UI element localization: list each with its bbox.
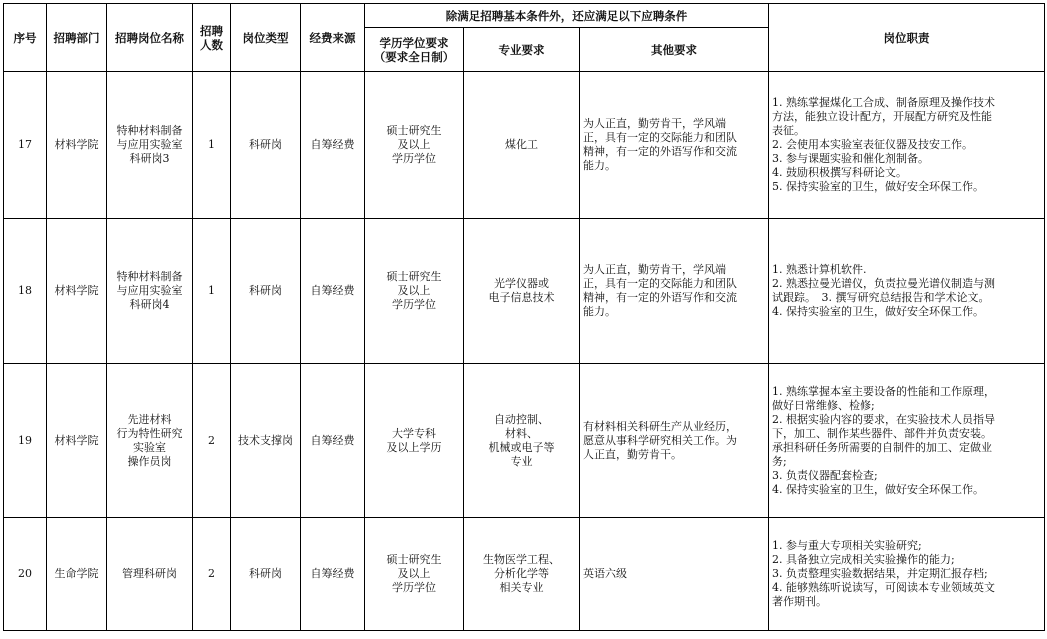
other-line: 为人正直，勤劳肯干，学风端 — [583, 263, 726, 276]
cell-major — [464, 72, 580, 219]
position-name-line: 管理科研岗 — [122, 567, 177, 580]
cell-other — [580, 72, 769, 219]
education-line: 及以上 — [397, 567, 431, 580]
cell-funding: 自筹经费 — [301, 219, 365, 364]
duty-line: 1. 熟练掌握本室主要设备的性能和工作原理， — [772, 384, 995, 398]
table-row — [4, 518, 1045, 631]
cell-count: 1 — [193, 72, 231, 219]
other-line: 英语六级 — [583, 567, 627, 580]
position-name-line: 先进材料 — [127, 412, 172, 426]
duty-line: 下，加工、制作某些器件、部件并负责安装。 — [772, 426, 992, 440]
cell-major — [464, 364, 580, 518]
cell-other — [580, 364, 769, 518]
other-line: 为人正直，勤劳肯干，学风端 — [583, 117, 726, 130]
cell-duty — [769, 518, 1045, 631]
education-line: 及以上 — [397, 284, 431, 297]
education-line: 学历学位 — [392, 581, 436, 594]
cell-position-name — [107, 219, 193, 364]
cell-major — [464, 219, 580, 364]
duty-line: 务; — [772, 454, 787, 468]
position-name-line: 实验室 — [133, 440, 166, 454]
duty-line: 2. 会使用本实验室表征仪器及技安工作。 — [772, 138, 973, 151]
duty-line: 表征。 — [772, 124, 805, 137]
other-line: 正，具有一定的交际能力和团队 — [583, 277, 737, 290]
duty-line: 做好日常维修、检修; — [772, 398, 875, 412]
major-line: 生物医学工程、 — [483, 553, 560, 566]
education-line: 及以上 — [397, 138, 431, 151]
cell-count: 2 — [193, 518, 231, 631]
cell-type: 科研岗 — [231, 72, 301, 219]
table-row — [4, 219, 1045, 364]
cell-education — [365, 72, 464, 219]
other-line: 能力。 — [583, 305, 616, 318]
cell-position-name — [107, 364, 193, 518]
header-funding: 经费来源 — [301, 4, 365, 72]
cell-dept: 材料学院 — [47, 72, 107, 219]
education-line: 学历学位 — [392, 298, 436, 311]
cell-dept: 材料学院 — [47, 364, 107, 518]
cell-duty — [769, 72, 1045, 219]
position-name-line: 行为特性研究 — [116, 426, 183, 440]
major-line: 相关专业 — [499, 581, 544, 594]
cell-education — [365, 219, 464, 364]
cell-count: 1 — [193, 219, 231, 364]
recruitment-table — [3, 3, 1045, 631]
header-major: 专业要求 — [464, 28, 580, 72]
duty-line: 著作期刊。 — [772, 595, 827, 608]
header-duty: 岗位职责 — [769, 4, 1045, 72]
cell-seq: 19 — [4, 364, 47, 518]
education-line: 及以上学历 — [386, 440, 442, 454]
major-line: 煤化工 — [505, 138, 538, 151]
duty-line: 2. 熟悉拉曼光谱仪，负责拉曼光谱仪制造与测 — [772, 277, 995, 290]
cell-seq: 17 — [4, 72, 47, 219]
position-name-line: 科研岗4 — [129, 298, 170, 311]
education-line: 硕士研究生 — [386, 553, 442, 566]
duty-line: 4. 保持实验室的卫生，做好安全环保工作。 — [772, 305, 984, 318]
cell-funding: 自筹经费 — [301, 72, 365, 219]
position-name-line: 操作员岗 — [127, 454, 172, 468]
cell-seq: 20 — [4, 518, 47, 631]
duty-line: 4. 能够熟练听说读写，可阅读本专业领域英文 — [772, 581, 995, 594]
major-line: 电子信息技术 — [488, 291, 555, 304]
cell-type: 技术支撑岗 — [231, 364, 301, 518]
cell-duty — [769, 219, 1045, 364]
cell-position-name — [107, 72, 193, 219]
cell-dept: 材料学院 — [47, 219, 107, 364]
major-line: 光学仪器或 — [494, 277, 549, 290]
cell-major — [464, 518, 580, 631]
education-line: 硕士研究生 — [386, 124, 442, 137]
duty-line: 5. 保持实验室的卫生，做好安全环保工作。 — [772, 180, 984, 193]
other-line: 愿意从事科学研究相关工作。为 — [583, 433, 737, 447]
header-seq: 序号 — [4, 4, 47, 72]
other-line: 精神，有一定的外语写作和交流 — [583, 145, 737, 158]
other-line: 人正直，勤劳肯干。 — [583, 447, 682, 461]
position-name-line: 特种材料制备 — [116, 270, 183, 283]
duty-line: 1. 熟悉计算机软件. — [772, 263, 867, 276]
major-line: 分析化学等 — [494, 567, 549, 580]
duty-line: 4. 鼓励积极撰写科研论文。 — [772, 166, 907, 179]
duty-line: 3. 负责仪器配套检查; — [772, 468, 878, 482]
other-line: 有材料相关科研生产从业经历， — [583, 419, 737, 433]
position-name-line: 与应用实验室 — [116, 284, 183, 297]
duty-line: 2. 根据实验内容的要求，在实验技术人员指导 — [772, 412, 995, 426]
cell-other — [580, 219, 769, 364]
education-line: 硕士研究生 — [386, 270, 442, 283]
cell-education — [365, 364, 464, 518]
header-count: 招聘 人数 — [193, 4, 231, 72]
cell-other — [580, 518, 769, 631]
duty-line: 试跟踪。 3. 撰写研究总结报告和学术论文。 — [772, 291, 990, 304]
major-line: 专业 — [510, 454, 533, 468]
duty-line: 2. 具备独立完成相关实验操作的能力; — [772, 553, 955, 566]
cell-funding: 自筹经费 — [301, 364, 365, 518]
cell-funding: 自筹经费 — [301, 518, 365, 631]
cell-dept: 生命学院 — [47, 518, 107, 631]
cell-type: 科研岗 — [231, 518, 301, 631]
cell-count: 2 — [193, 364, 231, 518]
other-line: 能力。 — [583, 159, 616, 172]
header-dept: 招聘部门 — [47, 4, 107, 72]
header-education: 学历学位要求 （要求全日制） — [365, 28, 464, 72]
cell-duty — [769, 364, 1045, 518]
header-other: 其他要求 — [580, 28, 769, 72]
header-type: 岗位类型 — [231, 4, 301, 72]
header-condition-group: 除满足招聘基本条件外，还应满足以下应聘条件 — [365, 4, 769, 28]
cell-position-name — [107, 518, 193, 631]
other-line: 正，具有一定的交际能力和团队 — [583, 131, 737, 144]
duty-line: 4. 保持实验室的卫生，做好安全环保工作。 — [772, 482, 984, 496]
position-name-line: 与应用实验室 — [116, 138, 183, 151]
duty-line: 3. 参与课题实验和催化剂制备。 — [772, 152, 929, 165]
major-line: 自动控制、 — [494, 412, 549, 426]
major-line: 机械或电子等 — [488, 440, 555, 454]
header-position-name: 招聘岗位名称 — [107, 4, 193, 72]
education-line: 大学专科 — [392, 426, 436, 440]
major-line: 材料、 — [505, 426, 538, 440]
duty-line: 1. 熟练掌握煤化工合成、制备原理及操作技术 — [772, 96, 995, 109]
cell-seq: 18 — [4, 219, 47, 364]
other-line: 精神，有一定的外语写作和交流 — [583, 291, 737, 304]
position-name-line: 科研岗3 — [129, 152, 170, 165]
duty-line: 方法，能独立设计配方，开展配方研究及性能 — [772, 110, 992, 123]
cell-education — [365, 518, 464, 631]
education-line: 学历学位 — [392, 152, 436, 165]
table-row — [4, 364, 1045, 518]
cell-type: 科研岗 — [231, 219, 301, 364]
position-name-line: 特种材料制备 — [116, 124, 183, 137]
duty-line: 1. 参与重大专项相关实验研究; — [772, 539, 922, 552]
duty-line: 3. 负责整理实验数据结果，并定期汇报存档; — [772, 567, 988, 580]
duty-line: 承担科研任务所需要的自制件的加工、定做业 — [772, 440, 992, 454]
table-row — [4, 72, 1045, 219]
